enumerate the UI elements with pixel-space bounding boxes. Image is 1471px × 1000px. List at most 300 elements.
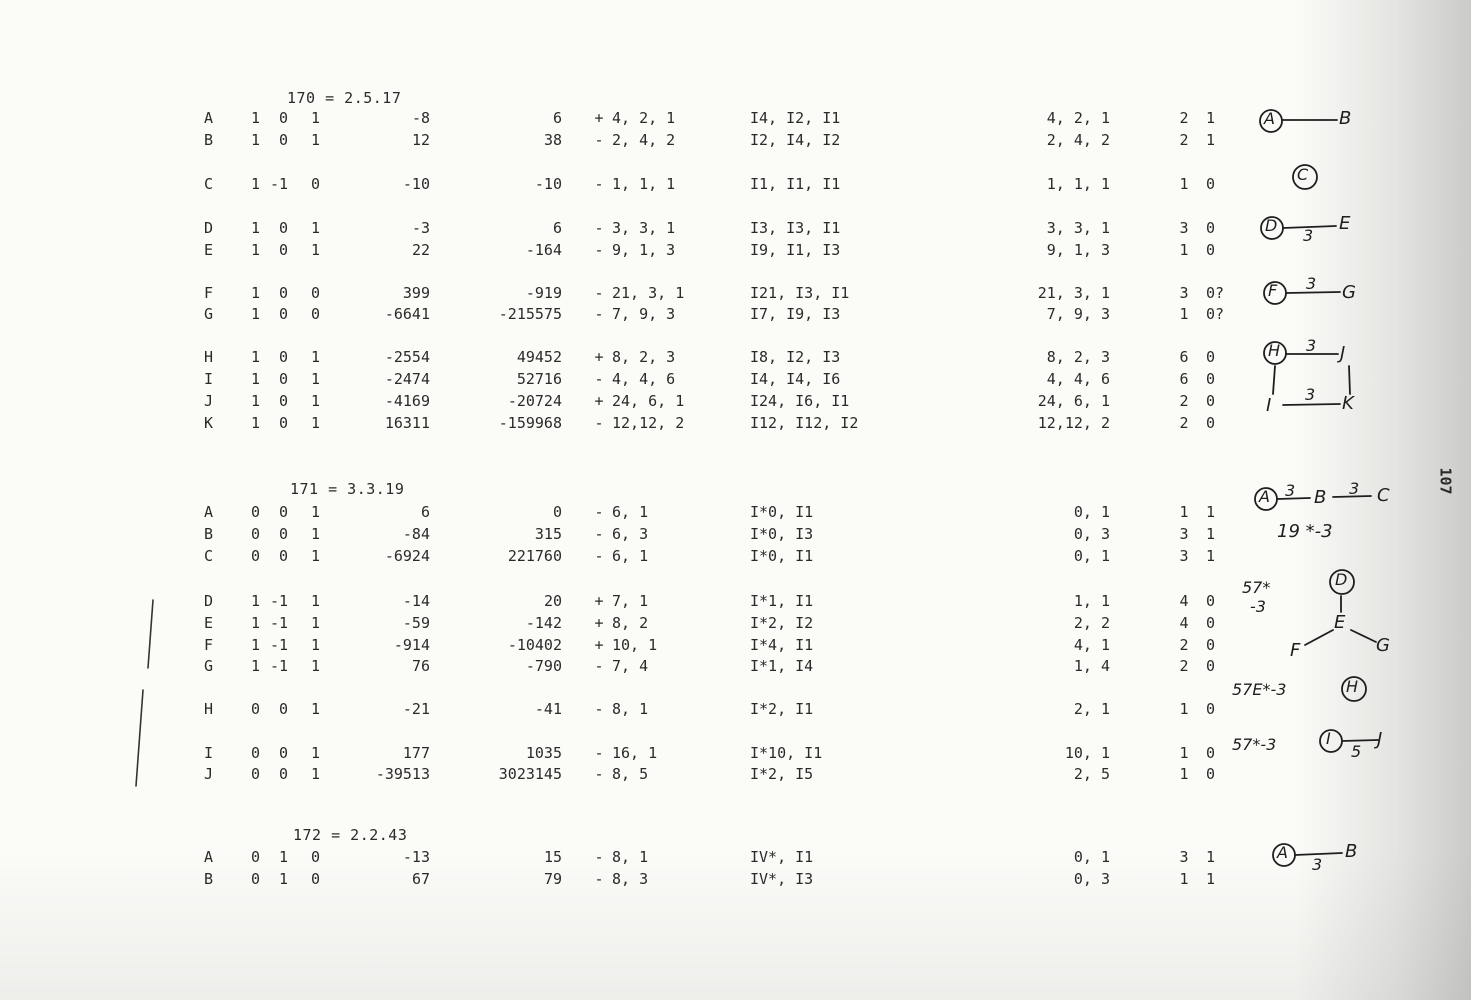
sign: - bbox=[594, 219, 604, 237]
bit-2: -1 bbox=[269, 175, 288, 193]
pair-1: 2 bbox=[1179, 109, 1189, 127]
number-list: 0, 1 bbox=[1073, 547, 1110, 565]
bit-2: 0 bbox=[278, 305, 288, 323]
pair-1: 2 bbox=[1179, 636, 1189, 654]
bit-3: 1 bbox=[310, 109, 320, 127]
bit-3: 1 bbox=[310, 592, 320, 610]
pair-1: 3 bbox=[1179, 284, 1189, 302]
triple: 8, 5 bbox=[612, 765, 649, 783]
row-label: A bbox=[204, 848, 214, 866]
triple: 24, 6, 1 bbox=[612, 392, 685, 410]
value-2: 20 bbox=[543, 592, 562, 610]
bit-3: 1 bbox=[310, 765, 320, 783]
row-label: A bbox=[204, 503, 214, 521]
ideal-list: I7, I9, I3 bbox=[750, 305, 841, 323]
bit-2: 0 bbox=[278, 765, 288, 783]
number-list: 1, 1, 1 bbox=[1046, 175, 1110, 193]
pair-2: 1 bbox=[1206, 870, 1216, 888]
bit-2: 0 bbox=[278, 348, 288, 366]
ideal-list: IV*, I3 bbox=[750, 870, 814, 888]
value-1: 12 bbox=[411, 131, 430, 149]
bit-3: 1 bbox=[310, 547, 320, 565]
triple: 6, 1 bbox=[612, 503, 649, 521]
hw-170-e: E bbox=[1339, 213, 1351, 234]
sign: - bbox=[594, 657, 604, 675]
value-1: -3 bbox=[411, 219, 430, 237]
sign: - bbox=[594, 284, 604, 302]
hw-171-b: B bbox=[1314, 487, 1327, 508]
bit-2: 0 bbox=[278, 370, 288, 388]
number-list: 1, 4 bbox=[1073, 657, 1110, 675]
bit-2: 0 bbox=[278, 547, 288, 565]
pair-1: 3 bbox=[1179, 848, 1189, 866]
row-label: C bbox=[204, 175, 214, 193]
hw-170-i: I bbox=[1266, 395, 1272, 416]
bit-1: 1 bbox=[250, 392, 260, 410]
number-list: 1, 1 bbox=[1073, 592, 1110, 610]
hw-170-h: H bbox=[1268, 341, 1281, 360]
number-list: 7, 9, 3 bbox=[1046, 305, 1110, 323]
ideal-list: IV*, I1 bbox=[750, 848, 814, 866]
hw-170-c: C bbox=[1297, 165, 1309, 184]
ideal-list: I4, I2, I1 bbox=[750, 109, 841, 127]
hw-171-ij-note: 57*-3 bbox=[1232, 735, 1277, 754]
hw-170-ik-weight: 3 bbox=[1305, 385, 1316, 404]
ideal-list: I*2, I5 bbox=[750, 765, 814, 783]
hw-170-fg-weight: 3 bbox=[1306, 274, 1317, 293]
sign: + bbox=[594, 348, 604, 366]
value-1: -8 bbox=[411, 109, 430, 127]
page-number: 107 bbox=[1436, 467, 1455, 495]
value-2: 49452 bbox=[516, 348, 562, 366]
pair-1: 1 bbox=[1179, 700, 1189, 718]
hw-170-f: F bbox=[1268, 281, 1278, 300]
value-2: -10 bbox=[534, 175, 562, 193]
sign: - bbox=[594, 848, 604, 866]
bit-1: 1 bbox=[250, 109, 260, 127]
bit-3: 1 bbox=[310, 370, 320, 388]
triple: 10, 1 bbox=[612, 636, 658, 654]
value-2: -159968 bbox=[498, 414, 562, 432]
value-2: 79 bbox=[543, 870, 562, 888]
bit-1: 1 bbox=[250, 370, 260, 388]
pair-2: 0? bbox=[1206, 305, 1225, 323]
bit-2: 0 bbox=[278, 131, 288, 149]
number-list: 24, 6, 1 bbox=[1037, 392, 1110, 410]
hw-171-d-note2: -3 bbox=[1250, 597, 1266, 616]
row-label: B bbox=[204, 131, 214, 149]
triple: 1, 1, 1 bbox=[612, 175, 676, 193]
triple: 7, 4 bbox=[612, 657, 649, 675]
triple: 6, 3 bbox=[612, 525, 649, 543]
sign: - bbox=[594, 765, 604, 783]
pair-2: 1 bbox=[1206, 109, 1216, 127]
row-label: G bbox=[204, 657, 214, 675]
bit-1: 1 bbox=[250, 175, 260, 193]
bit-3: 1 bbox=[310, 392, 320, 410]
bit-2: 1 bbox=[278, 848, 288, 866]
bit-3: 1 bbox=[310, 636, 320, 654]
value-2: 315 bbox=[534, 525, 562, 543]
pair-2: 0 bbox=[1206, 370, 1216, 388]
triple: 16, 1 bbox=[612, 744, 658, 762]
pair-2: 1 bbox=[1206, 525, 1216, 543]
value-2: 6 bbox=[552, 219, 562, 237]
sign: + bbox=[594, 592, 604, 610]
hw-170-g: G bbox=[1342, 282, 1356, 303]
value-1: 16311 bbox=[384, 414, 430, 432]
pair-1: 2 bbox=[1179, 414, 1189, 432]
bit-3: 1 bbox=[310, 219, 320, 237]
value-1: -914 bbox=[393, 636, 430, 654]
bit-1: 1 bbox=[250, 614, 260, 632]
bit-2: 1 bbox=[278, 870, 288, 888]
ideal-list: I2, I4, I2 bbox=[750, 131, 841, 149]
pair-2: 0 bbox=[1206, 700, 1216, 718]
number-list: 9, 1, 3 bbox=[1046, 241, 1110, 259]
pair-1: 3 bbox=[1179, 219, 1189, 237]
bit-2: 0 bbox=[278, 700, 288, 718]
value-2: 15 bbox=[543, 848, 562, 866]
bit-1: 0 bbox=[250, 547, 260, 565]
value-2: 3023145 bbox=[498, 765, 562, 783]
row-label: J bbox=[204, 392, 214, 410]
sign: - bbox=[594, 414, 604, 432]
value-1: 76 bbox=[411, 657, 430, 675]
bit-1: 1 bbox=[250, 636, 260, 654]
ideal-list: I*1, I1 bbox=[750, 592, 814, 610]
pair-2: 1 bbox=[1206, 547, 1216, 565]
value-1: -2474 bbox=[384, 370, 430, 388]
ideal-list: I*0, I1 bbox=[750, 503, 814, 521]
triple: 2, 4, 2 bbox=[612, 131, 676, 149]
bit-1: 0 bbox=[250, 848, 260, 866]
bit-1: 0 bbox=[250, 870, 260, 888]
pair-2: 0 bbox=[1206, 175, 1216, 193]
pair-2: 0 bbox=[1206, 765, 1216, 783]
sign: + bbox=[594, 614, 604, 632]
value-2: -20724 bbox=[507, 392, 562, 410]
hw-171-e: E bbox=[1334, 612, 1346, 633]
sign: - bbox=[594, 241, 604, 259]
row-label: I bbox=[204, 370, 214, 388]
pair-2: 0 bbox=[1206, 614, 1216, 632]
bit-3: 0 bbox=[310, 284, 320, 302]
value-1: -4169 bbox=[384, 392, 430, 410]
triple: 7, 1 bbox=[612, 592, 649, 610]
sign: + bbox=[594, 636, 604, 654]
pair-2: 0 bbox=[1206, 414, 1216, 432]
bit-2: -1 bbox=[269, 636, 288, 654]
bit-1: 0 bbox=[250, 503, 260, 521]
pair-1: 1 bbox=[1179, 305, 1189, 323]
triple: 4, 2, 1 bbox=[612, 109, 676, 127]
hw-170-d: D bbox=[1265, 216, 1278, 235]
hw-171-a: A bbox=[1259, 487, 1270, 506]
row-label: D bbox=[204, 219, 214, 237]
triple: 8, 3 bbox=[612, 870, 649, 888]
number-list: 0, 1 bbox=[1073, 848, 1110, 866]
bit-1: 1 bbox=[250, 219, 260, 237]
value-2: -215575 bbox=[498, 305, 562, 323]
bit-3: 0 bbox=[310, 175, 320, 193]
value-1: -84 bbox=[402, 525, 430, 543]
value-2: -41 bbox=[534, 700, 562, 718]
hw-170-a: A bbox=[1264, 109, 1275, 128]
value-2: 52716 bbox=[516, 370, 562, 388]
bit-1: 1 bbox=[250, 305, 260, 323]
pair-2: 0? bbox=[1206, 284, 1225, 302]
row-label: B bbox=[204, 870, 214, 888]
section-title-170: 170 = 2.5.17 bbox=[287, 89, 402, 107]
number-list: 4, 1 bbox=[1073, 636, 1110, 654]
bit-2: 0 bbox=[278, 284, 288, 302]
number-list: 2, 4, 2 bbox=[1046, 131, 1110, 149]
bit-2: 0 bbox=[278, 219, 288, 237]
pair-2: 0 bbox=[1206, 592, 1216, 610]
number-list: 10, 1 bbox=[1064, 744, 1110, 762]
bit-3: 1 bbox=[310, 348, 320, 366]
pair-1: 1 bbox=[1179, 503, 1189, 521]
value-1: -39513 bbox=[375, 765, 430, 783]
hw-170-k: K bbox=[1342, 393, 1354, 414]
triple: 9, 1, 3 bbox=[612, 241, 676, 259]
section-title-171: 171 = 3.3.19 bbox=[290, 480, 405, 498]
pair-1: 6 bbox=[1179, 370, 1189, 388]
row-label: H bbox=[204, 348, 214, 366]
pair-2: 0 bbox=[1206, 636, 1216, 654]
hw-171-h-note: 57E*-3 bbox=[1232, 680, 1287, 699]
bit-2: 0 bbox=[278, 525, 288, 543]
ideal-list: I1, I1, I1 bbox=[750, 175, 841, 193]
value-1: -2554 bbox=[384, 348, 430, 366]
number-list: 12,12, 2 bbox=[1037, 414, 1110, 432]
triple: 8, 1 bbox=[612, 848, 649, 866]
pair-2: 1 bbox=[1206, 131, 1216, 149]
hw-171-c: C bbox=[1377, 485, 1390, 506]
pair-1: 2 bbox=[1179, 657, 1189, 675]
pair-2: 0 bbox=[1206, 392, 1216, 410]
number-list: 3, 3, 1 bbox=[1046, 219, 1110, 237]
bit-2: -1 bbox=[269, 657, 288, 675]
bit-2: 0 bbox=[278, 392, 288, 410]
triple: 4, 4, 6 bbox=[612, 370, 676, 388]
sign: + bbox=[594, 392, 604, 410]
value-1: -6924 bbox=[384, 547, 430, 565]
bit-3: 1 bbox=[310, 525, 320, 543]
pair-2: 1 bbox=[1206, 848, 1216, 866]
value-2: 0 bbox=[552, 503, 562, 521]
row-label: E bbox=[204, 241, 214, 259]
value-1: -59 bbox=[402, 614, 430, 632]
hw-170-hj-weight: 3 bbox=[1306, 336, 1317, 355]
value-2: -919 bbox=[525, 284, 562, 302]
hw-170-j: J bbox=[1340, 343, 1346, 364]
sign: - bbox=[594, 870, 604, 888]
bit-1: 1 bbox=[250, 284, 260, 302]
sign: - bbox=[594, 305, 604, 323]
number-list: 21, 3, 1 bbox=[1037, 284, 1110, 302]
number-list: 0, 3 bbox=[1073, 525, 1110, 543]
bit-3: 1 bbox=[310, 131, 320, 149]
ideal-list: I9, I1, I3 bbox=[750, 241, 841, 259]
sign: - bbox=[594, 503, 604, 521]
bit-3: 0 bbox=[310, 870, 320, 888]
hw-171-d: D bbox=[1335, 570, 1348, 589]
row-label: H bbox=[204, 700, 214, 718]
hw-171-d-note1: 57* bbox=[1242, 578, 1271, 597]
hw-171-f: F bbox=[1290, 640, 1301, 661]
sign: - bbox=[594, 700, 604, 718]
triple: 8, 2, 3 bbox=[612, 348, 676, 366]
ideal-list: I*2, I2 bbox=[750, 614, 814, 632]
row-label: I bbox=[204, 744, 214, 762]
value-1: 6 bbox=[420, 503, 430, 521]
value-1: 399 bbox=[402, 284, 430, 302]
pair-1: 2 bbox=[1179, 392, 1189, 410]
hw-171-j: J bbox=[1377, 729, 1383, 750]
ideal-list: I3, I3, I1 bbox=[750, 219, 841, 237]
triple: 8, 1 bbox=[612, 700, 649, 718]
bit-2: 0 bbox=[278, 503, 288, 521]
bit-1: 1 bbox=[250, 348, 260, 366]
ideal-list: I21, I3, I1 bbox=[750, 284, 850, 302]
row-label: G bbox=[204, 305, 214, 323]
bit-2: -1 bbox=[269, 592, 288, 610]
bit-3: 1 bbox=[310, 414, 320, 432]
pair-2: 0 bbox=[1206, 348, 1216, 366]
pair-1: 3 bbox=[1179, 547, 1189, 565]
value-2: -164 bbox=[525, 241, 562, 259]
triple: 7, 9, 3 bbox=[612, 305, 676, 323]
value-1: 177 bbox=[402, 744, 430, 762]
value-2: -10402 bbox=[507, 636, 562, 654]
triple: 3, 3, 1 bbox=[612, 219, 676, 237]
value-1: -13 bbox=[402, 848, 430, 866]
number-list: 2, 2 bbox=[1073, 614, 1110, 632]
ideal-list: I24, I6, I1 bbox=[750, 392, 850, 410]
hw-172-ab-weight: 3 bbox=[1312, 855, 1323, 874]
number-list: 0, 1 bbox=[1073, 503, 1110, 521]
pair-2: 0 bbox=[1206, 657, 1216, 675]
pair-1: 3 bbox=[1179, 525, 1189, 543]
hw-171-abc-note: 19 *-3 bbox=[1277, 521, 1333, 542]
value-1: -21 bbox=[402, 700, 430, 718]
value-1: -6641 bbox=[384, 305, 430, 323]
row-label: F bbox=[204, 284, 214, 302]
section-title-172: 172 = 2.2.43 bbox=[293, 826, 408, 844]
hw-172-b: B bbox=[1345, 841, 1358, 862]
triple: 6, 1 bbox=[612, 547, 649, 565]
ideal-list: I*4, I1 bbox=[750, 636, 814, 654]
sign: - bbox=[594, 525, 604, 543]
pair-2: 1 bbox=[1206, 503, 1216, 521]
number-list: 4, 2, 1 bbox=[1046, 109, 1110, 127]
pair-1: 2 bbox=[1179, 131, 1189, 149]
bit-1: 1 bbox=[250, 592, 260, 610]
triple: 12,12, 2 bbox=[612, 414, 685, 432]
value-1: -10 bbox=[402, 175, 430, 193]
ideal-list: I*0, I3 bbox=[750, 525, 814, 543]
pair-2: 0 bbox=[1206, 744, 1216, 762]
pair-1: 6 bbox=[1179, 348, 1189, 366]
ideal-list: I4, I4, I6 bbox=[750, 370, 841, 388]
row-label: D bbox=[204, 592, 214, 610]
bit-1: 0 bbox=[250, 700, 260, 718]
value-1: -14 bbox=[402, 592, 430, 610]
number-list: 0, 3 bbox=[1073, 870, 1110, 888]
bit-1: 1 bbox=[250, 241, 260, 259]
bit-3: 1 bbox=[310, 700, 320, 718]
hw-171-h: H bbox=[1346, 677, 1359, 696]
triple: 21, 3, 1 bbox=[612, 284, 685, 302]
row-label: E bbox=[204, 614, 214, 632]
ideal-list: I*1, I4 bbox=[750, 657, 814, 675]
sign: - bbox=[594, 370, 604, 388]
value-2: -790 bbox=[525, 657, 562, 675]
bit-3: 0 bbox=[310, 305, 320, 323]
bit-3: 1 bbox=[310, 503, 320, 521]
value-1: 22 bbox=[411, 241, 430, 259]
sign: - bbox=[594, 175, 604, 193]
hw-172-a: A bbox=[1277, 843, 1288, 862]
ideal-list: I12, I12, I2 bbox=[750, 414, 859, 432]
row-label: A bbox=[204, 109, 214, 127]
bit-1: 1 bbox=[250, 131, 260, 149]
row-label: J bbox=[204, 765, 214, 783]
value-1: 67 bbox=[411, 870, 430, 888]
sign: - bbox=[594, 547, 604, 565]
bit-1: 0 bbox=[250, 744, 260, 762]
bit-3: 1 bbox=[310, 614, 320, 632]
triple: 8, 2 bbox=[612, 614, 649, 632]
bit-1: 0 bbox=[250, 525, 260, 543]
number-list: 4, 4, 6 bbox=[1046, 370, 1110, 388]
bit-1: 1 bbox=[250, 657, 260, 675]
number-list: 2, 1 bbox=[1073, 700, 1110, 718]
hw-171-ij-weight: 5 bbox=[1351, 742, 1362, 761]
sign: - bbox=[594, 131, 604, 149]
pair-1: 1 bbox=[1179, 870, 1189, 888]
pair-2: 0 bbox=[1206, 219, 1216, 237]
bit-2: -1 bbox=[269, 614, 288, 632]
pair-1: 1 bbox=[1179, 241, 1189, 259]
value-2: 6 bbox=[552, 109, 562, 127]
hw-171-ab-weight: 3 bbox=[1285, 481, 1296, 500]
sign: + bbox=[594, 109, 604, 127]
pair-1: 1 bbox=[1179, 744, 1189, 762]
bit-3: 1 bbox=[310, 744, 320, 762]
row-label: K bbox=[204, 414, 214, 432]
pair-1: 4 bbox=[1179, 614, 1189, 632]
hw-171-bc-weight: 3 bbox=[1349, 479, 1360, 498]
pair-1: 4 bbox=[1179, 592, 1189, 610]
bit-2: 0 bbox=[278, 241, 288, 259]
pair-2: 0 bbox=[1206, 241, 1216, 259]
value-2: -142 bbox=[525, 614, 562, 632]
number-list: 8, 2, 3 bbox=[1046, 348, 1110, 366]
bit-1: 0 bbox=[250, 765, 260, 783]
value-2: 38 bbox=[543, 131, 562, 149]
pair-1: 1 bbox=[1179, 765, 1189, 783]
row-label: C bbox=[204, 547, 214, 565]
sign: - bbox=[594, 744, 604, 762]
pair-1: 1 bbox=[1179, 175, 1189, 193]
hw-171-g: G bbox=[1376, 635, 1390, 656]
hw-171-i: I bbox=[1326, 729, 1331, 748]
bit-2: 0 bbox=[278, 744, 288, 762]
ideal-list: I*0, I1 bbox=[750, 547, 814, 565]
